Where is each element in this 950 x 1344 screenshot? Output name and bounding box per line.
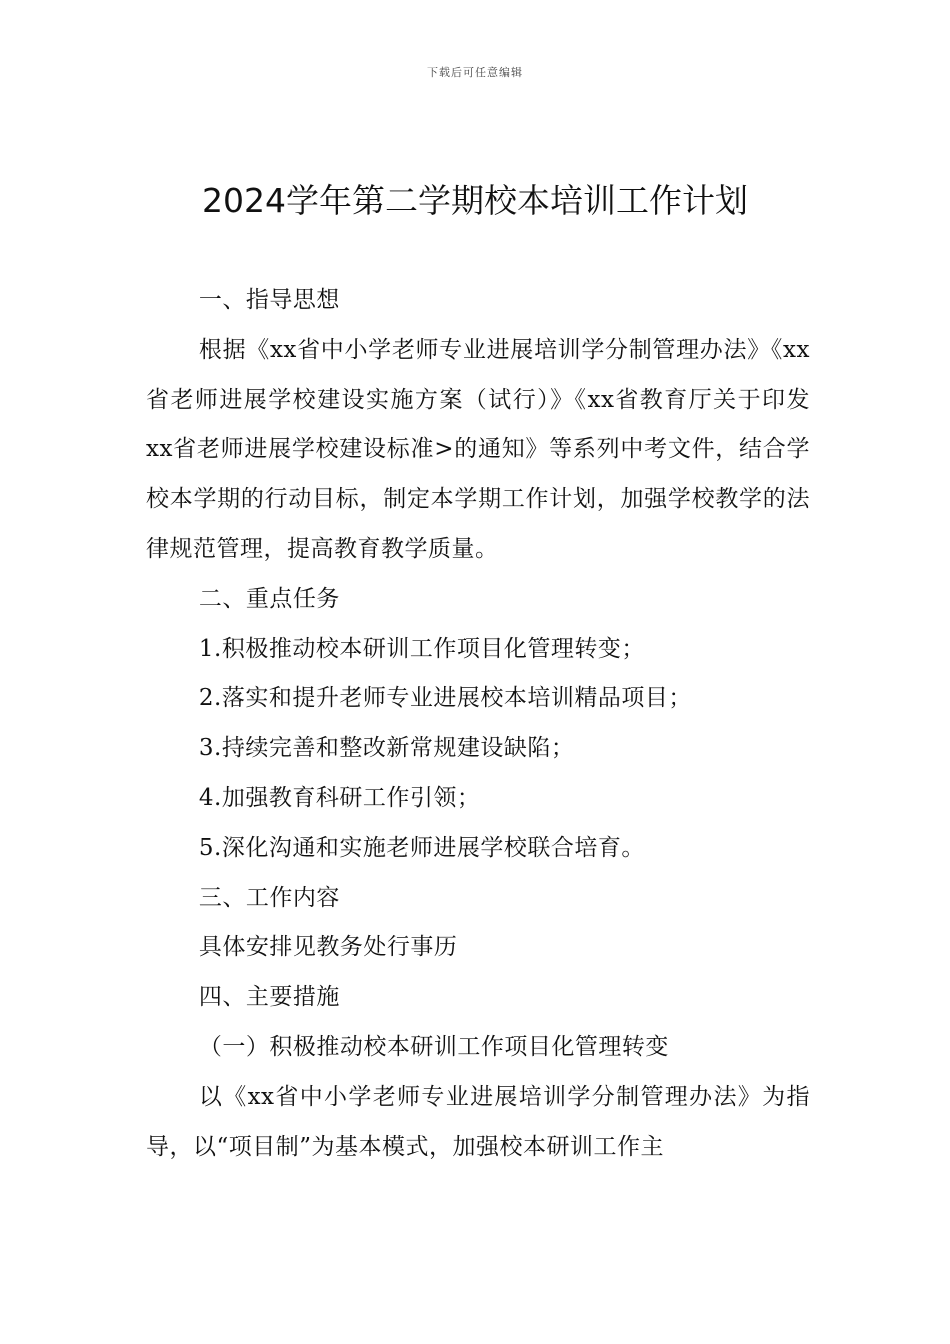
document-body <box>146 276 810 1172</box>
document-title: 2024学年第二学期校本培训工作计划 <box>202 181 748 220</box>
header-note: 下载后可任意编辑 <box>427 66 523 79</box>
body-paragraph: 以《xx省中小学老师专业进展培训学分制管理办法》为指导，以“项目制”为基本模式，加强校本研训工作主 <box>146 1083 810 1160</box>
list-item: 4.加强教育科研工作引领； <box>198 784 481 811</box>
list-item: 3.持续完善和整改新常规建设缺陷； <box>198 735 575 762</box>
section-heading: 二、重点任务 <box>198 585 340 612</box>
list-item: 5.深化沟通和实施老师进展学校联合培育。 <box>198 834 645 861</box>
body-paragraph: 根据《xx省中小学老师专业进展培训学分制管理办法》《xx省老师进展学校建设实施方案（试行）》《xx省教育厅关于印发xx省老师进展学校建设标准>的通知》等系列中考文件，结合学校本学期的行动目标，制定本学期工作计划，加强学校教学的法律规范管理，提高教育教学质量。 <box>146 336 810 562</box>
subsection-heading: （一）积极推动校本研训工作项目化管理转变 <box>198 1033 669 1060</box>
list-item: 2.落实和提升老师专业进展校本培训精品项目； <box>198 685 692 712</box>
section-heading: 一、指导思想 <box>198 287 340 313</box>
section-heading: 四、主要措施 <box>198 984 340 1011</box>
list-item: 1.积极推动校本研训工作项目化管理转变； <box>198 635 645 662</box>
body-paragraph: 具体安排见教务处行事历 <box>198 934 458 961</box>
section-heading: 三、工作内容 <box>198 884 340 911</box>
